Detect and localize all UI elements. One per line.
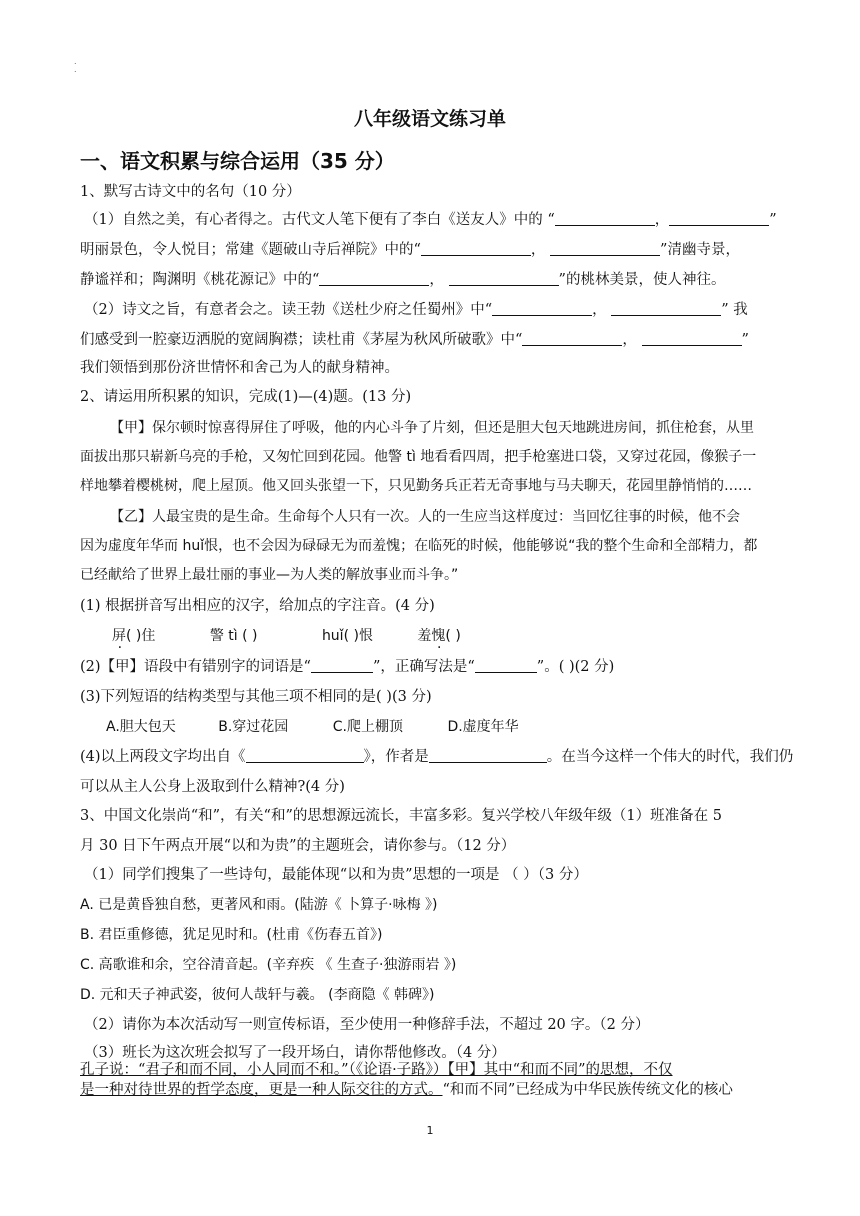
answer-blank[interactable] <box>642 331 742 346</box>
q3-heading-line1: 3、中国文化崇尚“和”，有关“和”的思想源远流长，丰富多彩。复兴学校八年级年级（1）班准备在 5 <box>80 808 722 824</box>
q1-part1-line1: （1）自然之美，有心者得之。古代文人笔下便有了李白《送友人》中的 “ ， ” <box>84 212 777 228</box>
q2-heading: 2、请运用所积累的知识，完成(1)—(4)题。(13 分) <box>80 389 412 405</box>
section-heading: 一、语文积累与综合运用（35 分） <box>80 149 395 173</box>
dotted-char: 愧 <box>431 628 446 644</box>
page-title: 八年级语文练习单 <box>353 108 506 130</box>
q3-sub2: （2）请你为本次活动写一则宣传标语，至少使用一种修辞手法，不超过 20 字。（2 分） <box>84 1017 650 1033</box>
passage-jia-line1: 【甲】保尔顿时惊喜得屏住了呼吸，他的内心斗争了片刻，但还是胆大包天地跳进房间，抓住枪套，从里 <box>110 420 754 436</box>
q3-option-a: A. 已是黄昏独自愁，更著风和雨。(陆游《 卜算子·咏梅 》) <box>80 897 438 913</box>
answer-blank[interactable] <box>429 748 547 763</box>
q3-passage-line1: 孔子说：“君子和而不同，小人同而不和。”（《论语·子路》）【甲】其中“和而不同”的思想，不仅 <box>80 1062 673 1078</box>
answer-blank[interactable] <box>555 211 655 226</box>
q3-option-b: B. 君臣重修德，犹足见时和。(杜甫《伤春五首》) <box>80 927 383 943</box>
q2-sub3-options: A.胆大包天 B.穿过花园 C.爬上棚顶 D.虚度年华 <box>106 719 519 735</box>
passage-yi-line1: 【乙】人最宝贵的是生命。生命每个人只有一次。人的一生应当这样度过：当回忆往事的时候，他不会 <box>110 509 740 525</box>
page-number: 1 <box>426 1124 434 1137</box>
q1-part1-line3: 静谧祥和；陶渊明《桃花源记》中的“ ， ”的桃林美景，使人神往。 <box>80 272 726 288</box>
q1-part2-line3: 我们领悟到那份济世情怀和舍己为人的献身精神。 <box>80 360 399 376</box>
answer-blank[interactable] <box>319 271 429 286</box>
q2-sub4-line1: (4)以上两段文字均出自《 》，作者是 。在当今这样一个伟大的时代，我们仍 <box>80 749 794 765</box>
q3-sub1: （1）同学们搜集了一些诗句，最能体现“以和为贵”思想的一项是 （ ）（3 分） <box>84 867 588 883</box>
answer-blank[interactable] <box>522 331 622 346</box>
q1-heading: 1、默写古诗文中的名句（10 分） <box>80 184 301 200</box>
answer-blank[interactable] <box>492 301 592 316</box>
q3-sub3: （3）班长为这次班会拟写了一段开场白，请你帮他修改。（4 分） <box>84 1045 506 1061</box>
answer-blank[interactable] <box>475 658 537 673</box>
answer-blank[interactable] <box>246 748 364 763</box>
q1-part1-line2: 明丽景色，令人悦目；常建《题破山寺后禅院》中的“ ， ”清幽寺景， <box>80 242 740 258</box>
passage-jia-line2: 面拔出那只崭新乌亮的手枪，又匆忙回到花园。他警 tì 地看看四周，把手枪塞进口袋，又穿过花园，像猴子一 <box>80 449 757 465</box>
q2-sub2: (2)【甲】语段中有错别字的词语是“ ”，正确写法是“ ”。( )(2 分) <box>80 659 615 675</box>
q2-sub3: (3)下列短语的结构类型与其他三项不相同的是( )(3 分) <box>80 689 432 705</box>
corner-marks: . . <box>74 57 77 74</box>
passage-yi-line3: 已经献给了世界上最壮丽的事业—为人类的解放事业而斗争。” <box>80 567 459 583</box>
q2-sub1-items: 屏( )住 警 tì ( ) huǐ( )恨 羞愧( ) <box>112 628 461 644</box>
answer-blank[interactable] <box>669 211 769 226</box>
passage-yi-line2: 因为虚度年华而 huǐ恨，也不会因为碌碌无为而羞愧；在临死的时候，他能够说“我的整个生命和全部精力，都 <box>80 538 758 554</box>
passage-jia-line3: 样地攀着樱桃树，爬上屋顶。他又回头张望一下，只见勤务兵正若无奇事地与马夫聊天，花园里静悄悄的…… <box>80 478 752 494</box>
answer-blank[interactable] <box>449 271 559 286</box>
answer-blank[interactable] <box>550 241 660 256</box>
answer-blank[interactable] <box>311 658 373 673</box>
q1-part2-line1: （2）诗文之旨，有意者会之。读王勃《送杜少府之任蜀州》中“ ， ” 我 <box>84 302 748 318</box>
q2-sub1: (1) 根据拼音写出相应的汉字，给加点的字注音。(4 分) <box>80 598 435 614</box>
dotted-char: 屏 <box>112 628 126 644</box>
q3-passage-line2: 是一种对待世界的哲学态度，更是一种人际交往的方式。“和而不同”已经成为中华民族传统文化的核心 <box>80 1082 733 1098</box>
answer-blank[interactable] <box>421 241 531 256</box>
q1-part2-line2: 们感受到一腔豪迈洒脱的宽阔胸襟；读杜甫《茅屋为秋风所破歌》中“ ， ” <box>80 332 749 348</box>
answer-blank[interactable] <box>611 301 721 316</box>
q3-option-c: C. 高歌谁和余，空谷清音起。(辛弃疾 《 生查子·独游雨岩 》) <box>80 957 457 973</box>
q2-sub4-line2: 可以从主人公身上汲取到什么精神?(4 分) <box>80 779 345 795</box>
q3-heading-line2: 月 30 日下午两点开展“以和为贵”的主题班会，请你参与。（12 分） <box>80 838 516 854</box>
q3-option-d: D. 元和天子神武姿，彼何人哉轩与羲。 (李商隐《 韩碑》) <box>80 987 435 1003</box>
